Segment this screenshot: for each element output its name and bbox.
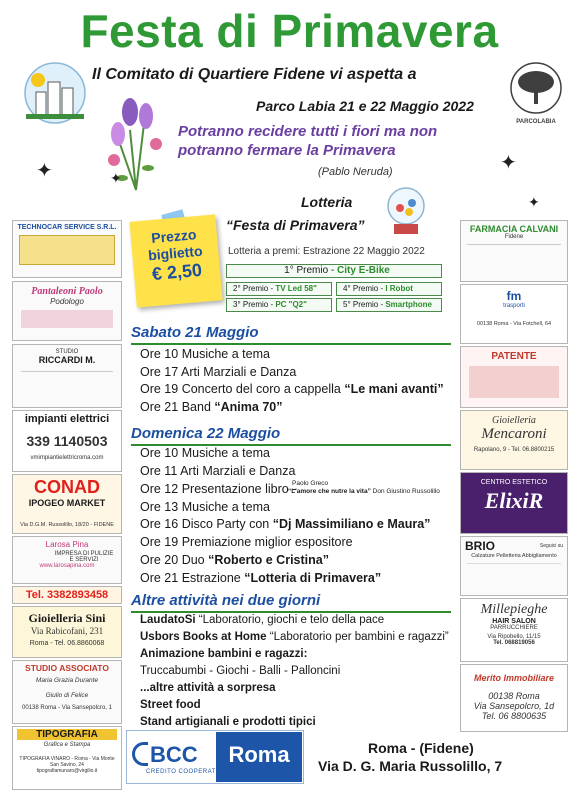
ad-larosa-pina: Larosa Pina IMPRESA DI PULIZIE E SERVIZI www.larosapina.com	[12, 536, 122, 584]
prize-rank: 1° Premio	[284, 265, 329, 276]
event-line: Ore 17 Arti Marziali e Danza	[140, 365, 297, 379]
bank-name: BCC	[150, 742, 198, 767]
ad-elixir: CENTRO ESTETICO ElixiR	[460, 472, 568, 534]
activity-line: LaudatoSi “Laboratorio, giochi e telo della pace	[140, 614, 385, 626]
butterfly-icon: ✦	[36, 160, 53, 182]
ad-studio-associato: STUDIO ASSOCIATO Maria Grazia Durante Giulio di Felice 00138 Roma - Via Sansepolcro, 1	[12, 660, 122, 724]
event-line: Ore 21 Estrazione “Lotteria di Primavera”	[140, 571, 382, 585]
event-line: Ore 19 Premiazione miglior espositore	[140, 535, 353, 549]
event-line: Ore 11 Arti Marziali e Danza	[140, 464, 296, 478]
butterfly-icon: ✦	[500, 152, 517, 174]
prize-rank: 5° Premio	[343, 300, 379, 309]
activity-line: ...altre attività a sorpresa	[140, 682, 276, 694]
ad-mencaroni: Gioielleria Mencaroni Rapolano, 9 - Tel. 06.8800215	[460, 410, 568, 470]
lottery-name: “Festa di Primavera”	[226, 217, 365, 233]
activity-line: Street food	[140, 699, 201, 711]
lottery-heading: Lotteria	[301, 194, 353, 210]
parco-labia-logo-text: PARCOLABIA	[516, 119, 556, 125]
price-label: Prezzo	[150, 226, 197, 247]
activity-line: Stand artigianali e prodotti tipici	[140, 716, 316, 728]
prize-2: 2° Premio - TV Led 58"	[226, 282, 332, 296]
page-title: Festa di Primavera	[80, 5, 499, 57]
ad-phone: Tel. 3382893458	[12, 586, 122, 604]
event-line: Ore 21 Band “Anima 70”	[140, 400, 283, 414]
organizer-subtitle: Il Comitato di Quartiere Fidene vi aspetta a	[92, 66, 417, 83]
quote: Potranno recidere tutti i fiori ma non potranno fermare la Primavera	[178, 123, 438, 159]
other-activities-title: Altre attività nei due giorni	[131, 592, 321, 609]
prize-5: 5° Premio - Smartphone	[336, 298, 442, 312]
activity-line: Usbors Books at Home “Laboratorio per bambini e ragazzi”	[140, 631, 449, 643]
city-icon	[22, 62, 88, 124]
event-line: Ore 10 Musiche a tema	[140, 347, 270, 361]
ad-gioielleria-sini: Gioielleria Sini Via Rabicofani, 231 Roma - Tel. 06.8860068	[12, 606, 122, 658]
event-address-line-1: Roma - (Fidene)	[368, 740, 474, 756]
quote-author: (Pablo Neruda)	[318, 166, 393, 178]
ad-studio-riccardi: STUDIO RICCARDI M.	[12, 344, 122, 408]
prize-rank: 4° Premio	[343, 284, 379, 293]
event-line: Ore 19 Concerto del coro a cappella “Le mani avanti”	[140, 382, 444, 396]
event-line: Ore 13 Musiche a tema	[140, 500, 270, 514]
ad-tipografia: TIPOGRAFIA Grafica e Stampa TIPOGRAFIA VINARO - Roma - Via Monte San Savino, 24 tipografiamunaro@virgilio.it	[12, 726, 122, 790]
price-label: biglietto	[147, 242, 204, 264]
event-line: Ore 20 Duo “Roberto e Cristina”	[140, 553, 329, 567]
prize-item: TV Led 58"	[275, 284, 317, 293]
prize-3: 3° Premio - PC "Q2"	[226, 298, 332, 312]
event-line: Ore 12 Presentazione libro -	[140, 482, 297, 496]
event-line: Ore 10 Musiche a tema	[140, 446, 270, 460]
price-value: € 2,50	[151, 259, 203, 285]
prize-item: City E-Bike	[337, 265, 390, 276]
prize-4: 4° Premio - I Robot	[336, 282, 442, 296]
event-line: Ore 16 Disco Party con “Dj Massimiliano e Maura”	[140, 517, 431, 531]
ad-conad: CONAD IPOGEO MARKET Via D.G.M. Russolillo, 18/20 - FIDENE	[12, 474, 122, 534]
ad-vm-impianti: impianti elettrici 339 1140503 vmimpiantielettricroma.com	[12, 410, 122, 472]
ad-farmacia-calvani: FARMACIA CALVANI Fidene	[460, 220, 568, 282]
bank-subtitle: CREDITO COOPERATIVO	[146, 769, 228, 775]
lottery-draw-date: Lotteria a premi: Estrazione 22 Maggio 2022	[228, 246, 425, 257]
parco-labia-logo	[508, 62, 564, 128]
saturday-title: Sabato 21 Maggio	[131, 324, 259, 341]
prize-item: I Robot	[385, 284, 413, 293]
ad-patente: PATENTE	[460, 346, 568, 408]
ad-millepieghe: Millepieghe HAIR SALON PARRUCCHIERE Via Ripobello, 11/15 Tel. 068819056	[460, 598, 568, 662]
ad-podologo: Pantaleoni Paolo Podologo	[12, 281, 122, 341]
ad-merito-immobiliare: Merito Immobiliare 00138 Roma Via Sansepolcro, 1d Tel. 06 8800635	[460, 664, 568, 732]
divider	[131, 343, 451, 345]
prize-rank: 2° Premio	[233, 284, 269, 293]
ad-fm-trasporti: fm trasporti 00138 Roma - Via Fotchell, 64	[460, 284, 568, 344]
event-note: “L'amore che nutre la vita” Don Giustino Russolillo	[288, 488, 440, 495]
lottery-drum-icon	[384, 186, 428, 238]
prize-item: Smartphone	[385, 300, 432, 309]
prize-rank: 3° Premio	[233, 300, 269, 309]
bank-city: Roma	[228, 742, 290, 767]
ad-brio: BRIO Seguici su Calzature Pelletteria Abbigliamento	[460, 536, 568, 596]
butterfly-icon: ✦	[528, 194, 540, 210]
ad-technocar: TECHNOCAR SERVICE S.R.L.	[12, 220, 122, 278]
activity-line: Animazione bambini e ragazzi:	[140, 648, 308, 660]
activity-line: Truccabumbi - Giochi - Balli - Palloncini	[140, 665, 341, 677]
event-location-date: Parco Labia 21 e 22 Maggio 2022	[256, 98, 474, 114]
ticket-price-card	[129, 214, 222, 307]
prize-1: 1° Premio - City E-Bike	[226, 264, 442, 278]
prize-item: PC "Q2"	[275, 300, 307, 309]
butterfly-icon: ✦	[110, 170, 122, 186]
event-address-line-2: Via D. G. Maria Russolillo, 7	[318, 758, 503, 774]
event-note: Paolo Greco	[292, 480, 329, 487]
sunday-title: Domenica 22 Maggio	[131, 425, 281, 442]
divider	[131, 611, 451, 613]
